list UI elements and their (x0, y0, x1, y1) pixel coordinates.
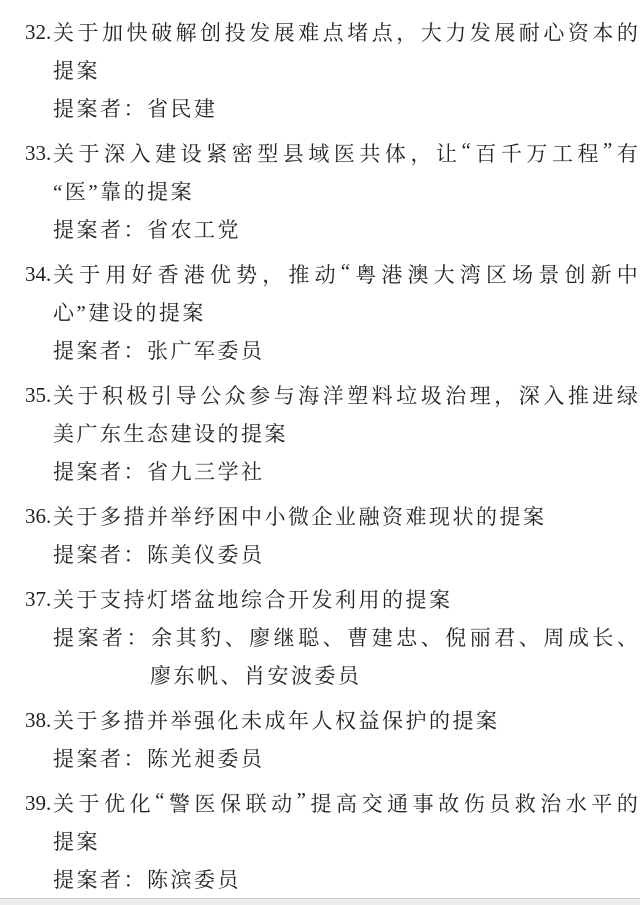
proposal-title-line (25, 13, 638, 51)
proposal-title-line (53, 414, 638, 452)
proposal-proposer-line (53, 535, 638, 573)
proposal-title-text: 关于多措并举强化未成年人权益保护的提案 (53, 709, 500, 733)
proposal-proposer-line (53, 210, 638, 248)
proposal-number: 32. (25, 19, 52, 44)
proposal-title-text: 心”建设的提案 (53, 301, 206, 325)
proposal-number: 33. (25, 140, 52, 165)
proposal-title-line (53, 822, 638, 860)
proposal-title-text: 美广东生态建设的提案 (53, 422, 288, 446)
proposal-item (25, 13, 638, 127)
proposal-item (25, 580, 638, 694)
proposal-proposer-line (53, 89, 638, 127)
proposal-proposer-text: 提案者：陈美仪委员 (53, 543, 265, 567)
proposal-title-text: 关于多措并举纾困中小微企业融资难现状的提案 (53, 505, 547, 529)
proposal-title-text: 提案 (53, 830, 100, 854)
proposal-proposer-line (150, 656, 638, 694)
proposal-proposer-line (53, 739, 638, 777)
proposal-proposer-text: 提案者：省九三学社 (53, 460, 265, 484)
proposal-number: 36. (25, 503, 52, 528)
proposal-item (25, 784, 638, 898)
proposal-item (25, 255, 638, 369)
proposal-title-text: “医”靠的提案 (53, 180, 195, 204)
proposal-proposer-line (53, 452, 638, 490)
proposal-title-text: 关于支持灯塔盆地综合开发利用的提案 (53, 588, 453, 612)
proposal-title-line (25, 701, 638, 739)
proposal-proposer-line (53, 860, 638, 898)
proposal-number: 34. (25, 261, 52, 286)
page-bottom-bar (0, 898, 640, 905)
proposal-title-text: 提案 (53, 59, 100, 83)
proposal-proposer-text: 廖东帆、肖安波委员 (150, 664, 362, 688)
proposal-title-line (25, 376, 638, 414)
proposal-number: 39. (25, 790, 52, 815)
proposal-proposer-text: 提案者：陈光昶委员 (53, 747, 265, 771)
proposal-title-text: 关 于 用 好 香 港 优 势 ， 推 动 “ 粤 港 澳 大 湾 区 场 景 创 新 中 (53, 259, 638, 287)
proposal-item (25, 497, 638, 573)
proposal-proposer-text: 提案者：省民建 (53, 97, 218, 121)
proposal-proposer-text: 提案者：陈滨委员 (53, 868, 241, 892)
proposal-title-line (53, 51, 638, 89)
proposal-proposer-text: 提案者：省农工党 (53, 218, 241, 242)
proposal-title-line (25, 497, 638, 535)
proposal-proposer-line (53, 618, 638, 656)
proposal-title-line (25, 580, 638, 618)
proposal-title-line (25, 134, 638, 172)
proposal-title-text: 关 于 优 化 “ 警 医 保 联 动 ” 提 高 交 通 事 故 伤 员 救 治 水 平 的 (53, 788, 638, 816)
proposal-proposer-text: 提案者：张广军委员 (53, 339, 265, 363)
proposal-proposer-line (53, 331, 638, 369)
proposal-title-text: 关 于 积 极 引 导 公 众 参 与 海 洋 塑 料 垃 圾 治 理 ， 深 入 推 进 绿 (53, 384, 638, 408)
proposal-number: 38. (25, 707, 52, 732)
proposal-title-text: 关 于 加 快 破 解 创 投 发 展 难 点 堵 点 ， 大 力 发 展 耐 心 资 本 的 (53, 21, 638, 45)
proposal-item (25, 134, 638, 248)
proposal-number: 35. (25, 382, 52, 407)
proposal-title-line (53, 172, 638, 210)
proposal-title-line (25, 255, 638, 293)
proposal-item (25, 376, 638, 490)
proposal-title-line (53, 293, 638, 331)
proposal-title-line (25, 784, 638, 822)
proposal-number: 37. (25, 586, 52, 611)
proposal-title-text: 关 于 深 入 建 设 紧 密 型 县 域 医 共 体 ， 让 “ 百 千 万 工 程 ” 有 (53, 138, 638, 166)
proposal-proposer-text: 提 案 者 ： 余 其 豹 、 廖 继 聪 、 曹 建 忠 、 倪 丽 君 、 周 成 长 、 (53, 626, 638, 650)
proposal-item (25, 701, 638, 777)
